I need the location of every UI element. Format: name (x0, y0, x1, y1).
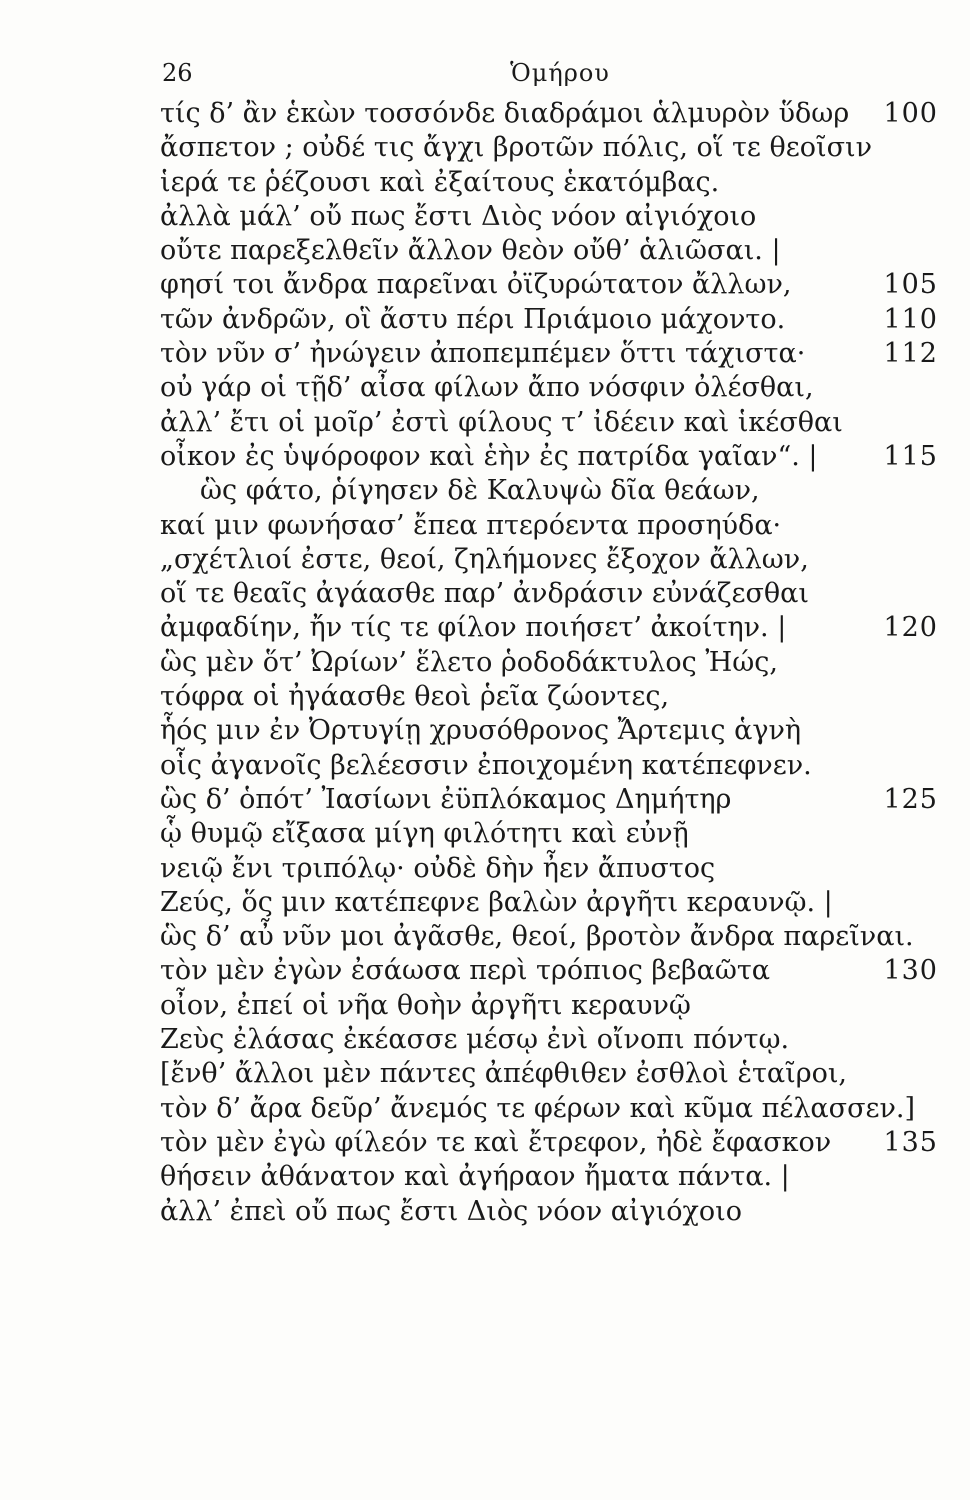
verse-line (160, 817, 940, 851)
verse-line (160, 406, 940, 440)
verse-text: ἧός μιν ἐν Ὀρτυγίῃ χρυσόθρονος Ἄρτεμις ἁγνὴ (160, 715, 802, 747)
verse-line (160, 989, 940, 1023)
verse-text: τόφρα οἱ ἠγάασθε θεοὶ ῥεῖα ζώοντες, (160, 681, 670, 713)
verse-text: τὸν μὲν ἐγὼν ἐσάωσα περὶ τρόπιος βεβαῶτα (160, 955, 771, 987)
line-number: 112 (883, 338, 938, 370)
verse-text: θήσειν ἀθάνατον καὶ ἀγήραον ἤματα πάντα. | (160, 1161, 790, 1193)
verse-text: τὸν νῦν σ’ ἠνώγειν ἀποπεμπέμεν ὅττι τάχιστα· (160, 338, 806, 370)
verse-line (160, 783, 940, 817)
verse-text: [ἔνθ’ ἄλλοι μὲν πάντες ἀπέφθιθεν ἐσθλοὶ ἑταῖροι, (160, 1058, 847, 1090)
verse-text: οἵ τε θεαῖς ἀγάασθε παρ’ ἀνδράσιν εὐνάζεσθαι (160, 578, 810, 610)
page-number: 26 (162, 59, 193, 87)
verse-line (160, 200, 940, 234)
verse-text: οὔτε παρεξελθεῖν ἄλλον θεὸν οὔθ’ ἁλιῶσαι. | (160, 235, 781, 267)
verse-text: ὣς δ’ αὖ νῦν μοι ἀγᾶσθε, θεοί, βροτὸν ἄνδρα παρεῖναι. (160, 921, 914, 953)
verse-line (160, 920, 940, 954)
verse-text: οὐ γάρ οἱ τῇδ’ αἶσα φίλων ἄπο νόσφιν ὀλέσθαι, (160, 372, 814, 404)
verse-line (160, 1126, 940, 1160)
verse-line (160, 509, 940, 543)
verse-line (160, 1160, 940, 1194)
verse-line (160, 1057, 940, 1091)
verse-text: „σχέτλιοί ἐστε, θεοί, ζηλήμονες ἔξοχον ἄλλων, (160, 543, 809, 575)
verse-text: ἀλλὰ μάλ’ οὔ πως ἔστι Διὸς νόον αἰγιόχοιο (160, 200, 757, 232)
line-number: 125 (883, 783, 938, 815)
verse-line (160, 131, 940, 165)
line-number: 135 (883, 1126, 938, 1158)
line-number: 130 (883, 955, 938, 987)
verse-text: ἱερά τε ῥέζουσι καὶ ἐξαίτους ἑκατόμβας. (160, 166, 720, 198)
verse-text: ἀμφαδίην, ἤν τίς τε φίλον ποιήσετ’ ἀκοίτην. | (160, 612, 787, 644)
running-title: Ὁμήρου (510, 59, 610, 87)
verse-line (160, 954, 940, 988)
verse-block (160, 97, 940, 1229)
verse-text: Ζεύς, ὅς μιν κατέπεφνε βαλὼν ἀργῆτι κεραυνῷ. | (160, 886, 833, 918)
verse-line (160, 1023, 940, 1057)
verse-text: Ζεὺς ἐλάσας ἐκέασσε μέσῳ ἐνὶ οἴνοπι πόντῳ. (160, 1024, 790, 1056)
verse-text: τὸν δ’ ἄρα δεῦρ’ ἄνεμός τε φέρων καὶ κῦμα πέλασσεν.] (160, 1092, 916, 1124)
verse-text: ἀλλ’ ἔτι οἱ μοῖρ’ ἐστὶ φίλους τ’ ἰδέειν καὶ ἱκέσθαι (160, 406, 843, 438)
verse-text: οἷς ἀγανοῖς βελέεσσιν ἐποιχομένη κατέπεφνεν. (160, 749, 812, 781)
verse-text: ὣς φάτο, ῥίγησεν δὲ Καλυψὼ δῖα θεάων, (200, 475, 760, 507)
verse-line (160, 166, 940, 200)
verse-text: τὸν μὲν ἐγὼ φίλεόν τε καὶ ἔτρεφον, ἠδὲ ἔφασκον (160, 1126, 832, 1158)
verse-line (160, 680, 940, 714)
verse-line (160, 337, 940, 371)
line-number: 105 (883, 269, 938, 301)
verse-line (160, 440, 940, 474)
verse-text: τῶν ἀνδρῶν, οἳ ἄστυ πέρι Πριάμοιο μάχοντο. (160, 303, 786, 335)
verse-line (160, 1092, 940, 1126)
verse-text: ὣς μὲν ὅτ’ Ὠρίων’ ἕλετο ῥοδοδάκτυλος Ἠώς, (160, 646, 779, 678)
verse-line (160, 886, 940, 920)
verse-line (160, 474, 940, 508)
line-number: 120 (883, 612, 938, 644)
verse-line (160, 303, 940, 337)
verse-line (160, 371, 940, 405)
verse-text: καί μιν φωνήσασ’ ἔπεα πτερόεντα προσηύδα· (160, 509, 782, 541)
verse-text: ὣς δ’ ὁπότ’ Ἰασίωνι ἐϋπλόκαμος Δημήτηρ (160, 783, 732, 815)
verse-line (160, 852, 940, 886)
verse-line (160, 234, 940, 268)
line-number: 110 (883, 303, 938, 335)
verse-line (160, 714, 940, 748)
line-number: 100 (883, 98, 938, 129)
verse-line (160, 577, 940, 611)
verse-text: οἶκον ἐς ὑψόροφον καὶ ἑὴν ἐς πατρίδα γαῖαν“. | (160, 440, 818, 472)
verse-line (160, 268, 940, 302)
verse-line (160, 749, 940, 783)
verse-line (160, 1195, 940, 1229)
verse-text: τίς δ’ ἂν ἑκὼν τοσσόνδε διαδράμοι ἁλμυρὸν ὕδωρ (160, 98, 850, 129)
verse-text: νειῷ ἔνι τριπόλῳ· οὐδὲ δὴν ἦεν ἄπυστος (160, 852, 716, 884)
verse-text: φησί τοι ἄνδρα παρεῖναι ὀϊζυρώτατον ἄλλων, (160, 269, 792, 301)
verse-line (160, 611, 940, 645)
verse-line (160, 646, 940, 680)
verse-text: ἄσπετον ; οὐδέ τις ἄγχι βροτῶν πόλις, οἵ τε θεοῖσιν (160, 132, 873, 164)
verse-text: ἀλλ’ ἐπεὶ οὔ πως ἔστι Διὸς νόον αἰγιόχοιο (160, 1195, 742, 1227)
page-header (160, 56, 910, 90)
verse-text: ᾧ θυμῷ εἴξασα μίγη φιλότητι καὶ εὐνῇ (160, 818, 689, 850)
line-number: 115 (883, 440, 938, 472)
verse-text: οἶον, ἐπεί οἱ νῆα θοὴν ἀργῆτι κεραυνῷ (160, 989, 691, 1021)
verse-line (160, 543, 940, 577)
verse-line (160, 97, 940, 131)
